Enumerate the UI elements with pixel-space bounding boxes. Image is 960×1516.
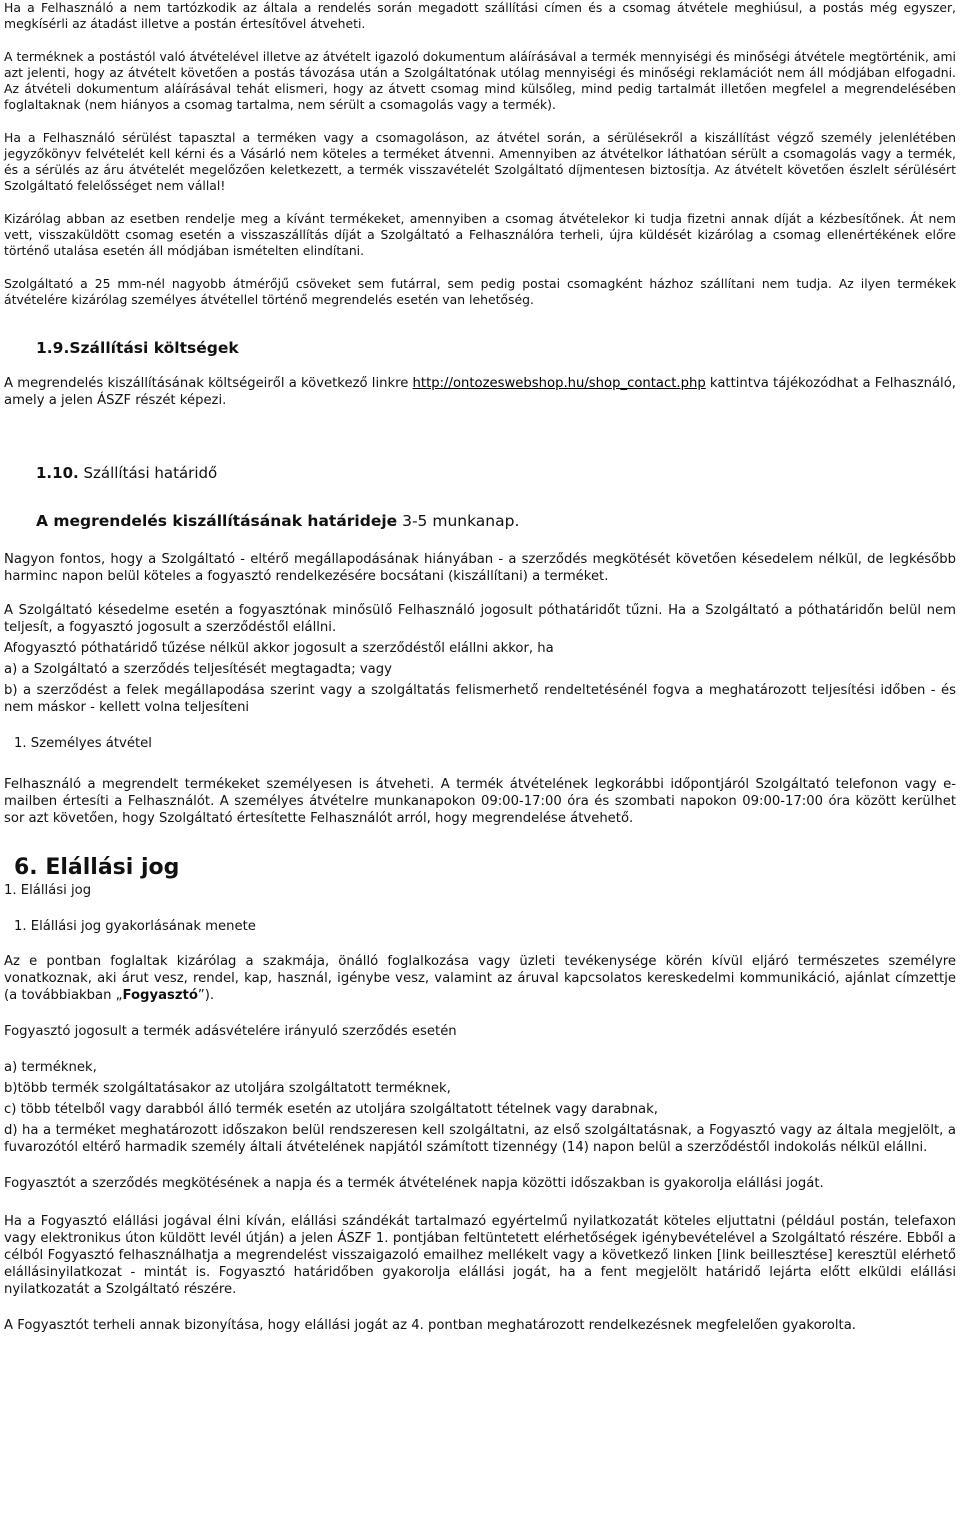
section-title: Szállítási költségek [69,339,239,357]
paragraph-delay: A Szolgáltató késedelme esetén a fogyasztónak minősülő Felhasználó jogosult póthatáridőt tűzni. Ha a Szolgáltató a póthatáridőn belül nem teljesít, a fogyasztó jogosult a szerződéstől elállni. [4,603,956,635]
deadline-value: 3-5 munkanap. [397,512,520,530]
subheading-withdrawal: 1. Elállási jog [4,883,92,898]
paragraph-payment: Kizárólag abban az esetben rendelje meg a kívánt termékeket, amennyiben a csomag átvételekor ki tudja fizetni annak díját a kézbesítőnek. Át nem vett, visszaküldött csomag esetén a visszaszállítás díját a Szolgáltató a Felhasználóra terheli, újra küldését kizárólag a csomag ellenértékének előre történő utalása esetén áll módjában ismételten elindítani. [4,211,956,258]
delivery-deadline [4,512,956,530]
paragraph-damage: Ha a Felhasználó sérülést tapasztal a terméken vagy a csomagoláson, az átvétel során, a sérülésekről a kiszállítást végző személy jelenlétében jegyzőkönyv felvételét kell kérni és a Vásárló nem köteles a terméket átvenni. Amennyiben az átvételkor láthatóan sérült a csomagolás vagy a termék, és a sérülés az áru átvételét megelőzően keletkezett, a termék visszavételét Szolgáltató díjmentesen biztosítja. Az átvételt követően észlelt sérülésért Szolgáltató felelősséget nem vállal! [4,130,956,193]
paragraph-shipping-cost [4,375,956,409]
shipping-cost-text-a: A megrendelés kiszállításának költségeiről a következő linkre [4,376,413,391]
shop-contact-link[interactable]: http://ontozeswebshop.hu/shop_contact.php [412,376,706,391]
paragraph-withdrawal-notice: Ha a Fogyasztó elállási jogával élni kíván, elállási szándékát tartalmazó egyértelmű nyilatkozatát köteles eljuttatni (például postán, telefaxon vagy elektronikus úton küldött levél útján) a jelen ÁSZF 1. pontjában feltüntetett elérhetőségek igénybevételével a Szolgáltató részére. Ebből a célból Fogyasztó felhasználhatja a megrendelést visszaigazoló emailhez mellékelt vagy a következő linken [link beillesztése] keresztül elérhető elállásinyilatkozat - mintát is. Fogyasztó határidőben gyakorolja elállási jogát, ha a fent megjelölt határidő lejárta előtt elküldi elállási nyilatkozatát a Szolgáltató részére. [4,1214,956,1297]
paragraph-pipes: Szolgáltató a 25 mm-nél nagyobb átmérőjű csöveket sem futárral, sem pedig postai csomagként házhoz szállítani nem tudja. Az ilyen termékek átvételére kizárólag személyes átvétellel történő megrendelés esetén van lehetőség. [4,276,956,307]
list-item-c: c) több tételből vagy darabból álló termék esetén az utoljára szolgáltatott tételnek vagy darabnak, [4,1102,658,1117]
paragraph-consumer-definition [4,953,956,1004]
paragraph-burden-of-proof: A Fogyasztót terheli annak bizonyítása, hogy elállási jogát az 4. pontban meghatározott rendelkezésnek megfelelően gyakorolta. [4,1318,856,1333]
paragraph-acceptance: A terméknek a postástól való átvételével illetve az átvételt igazoló dokumentum aláírásával a termék mennyiségi és minőségi átvétele megtörténik, ami azt jelenti, hogy az átvételt követően a postás távozása után a Szolgáltatónak utólag mennyiségi és minőségi reklamációt nem áll módjában elfogadni. Az átvételi dokumentum aláírásával tehát elismeri, hogy az átvett csomag mind külsőleg, mind pedig tartalmát illetően megfelel a megrendelésében foglaltaknak (nem hiányos a csomag tartalma, nem sérült a csomagolás vagy a termék). [4,49,956,112]
section-number: 1.9. [36,339,70,357]
paragraph-personal-pickup: Felhasználó a megrendelt termékeket személyesen is átveheti. A termék átvételének legkorábbi időpontjáról Szolgáltató telefonon vagy e-mailben értesíti a Felhasználót. A személyes átvételre munkanapokon 09:00-17:00 óra és szombati napokon 09:00-17:00 óra között kerülhet sor azt követően, hogy Szolgáltató értesítette Felhasználót arról, hogy megrendelése átvehető. [4,777,956,826]
consumer-term: Fogyasztó [122,988,198,1003]
list-item-a: a) a Szolgáltató a szerződés teljesítését megtagadta; vagy [4,662,392,677]
paragraph-delivery-failure: Ha a Felhasználó a nem tartózkodik az általa a rendelés során megadott szállítási címen és a csomag átvétele meghiúsul, a postás még egyszer, megkísérli az átadást illetve a postán értesítővel átveheti. [4,0,956,31]
section-heading-1-10 [4,464,956,482]
list-heading-withdrawal-process: 1. Elállási jog gyakorlásának menete [14,919,256,934]
chapter-heading-withdrawal: 6. Elállási jog [14,855,180,880]
list-item-b: b) a szerződést a felek megállapodása szerint vagy a szolgáltatás felismerhető rendeltetésénél fogva a meghatározott teljesítési időben - és nem máskor - kellett volna teljesíteni [4,683,956,715]
paragraph-deadline-rule: Nagyon fontos, hogy a Szolgáltató - eltérő megállapodásának hiányában - a szerződés megkötését követően késedelem nélkül, de legkésőbb harminc napon belül köteles a fogyasztó rendelkezésére bocsátani (kiszállítani) a terméket. [4,552,956,584]
section-heading-1-9 [4,339,956,357]
deadline-label: A megrendelés kiszállításának határideje [36,512,398,530]
paragraph-withdrawal-condition: Afogyasztó póthatáridő tűzése nélkül akkor jogosult a szerződéstől elállni akkor, ha [4,641,554,656]
section-title: Szállítási határidő [78,464,218,482]
list-item-d: d) ha a terméket meghatározott időszakon belül rendszeresen kell szolgáltatni, az első szolgáltatásnak, a Fogyasztó vagy az általa megjelölt, a fuvarozótól eltérő harmadik személy általi átvételének napjától számított tizennégy (14) napon belül a szerződéstől indokolás nélkül elállni. [4,1123,956,1155]
shipping-cost-text-b: kattintva tájékozódhat a Felhasználó, amely a jelen ÁSZF részét képezi. [4,376,956,408]
paragraph-withdrawal-period: Fogyasztót a szerződés megkötésének a napja és a termék átvételének napja közötti időszakban is gyakorolja elállási jogát. [4,1176,824,1191]
list-heading-personal-pickup: 1. Személyes átvétel [14,736,152,751]
section-number: 1.10. [36,464,79,482]
paragraph-consumer-entitled: Fogyasztó jogosult a termék adásvételére irányuló szerződés esetén [4,1024,457,1039]
consumer-definition-end: ”). [197,988,215,1003]
list-item-a: a) terméknek, [4,1060,97,1075]
list-item-b: b)több termék szolgáltatásakor az utoljára szolgáltatott terméknek, [4,1081,451,1096]
consumer-definition-text: Az e pontban foglaltak kizárólag a szakmája, önálló foglalkozása vagy üzleti tevékenysége körén kívül eljáró természetes személyre vonatkoznak, aki árut vesz, rendel, kap, használ, igénybe vesz, valamint az áruval kapcsolatos kereskedelmi kommunikáció, ajánlat címzettje (a továbbiakban „ [4,954,956,1003]
